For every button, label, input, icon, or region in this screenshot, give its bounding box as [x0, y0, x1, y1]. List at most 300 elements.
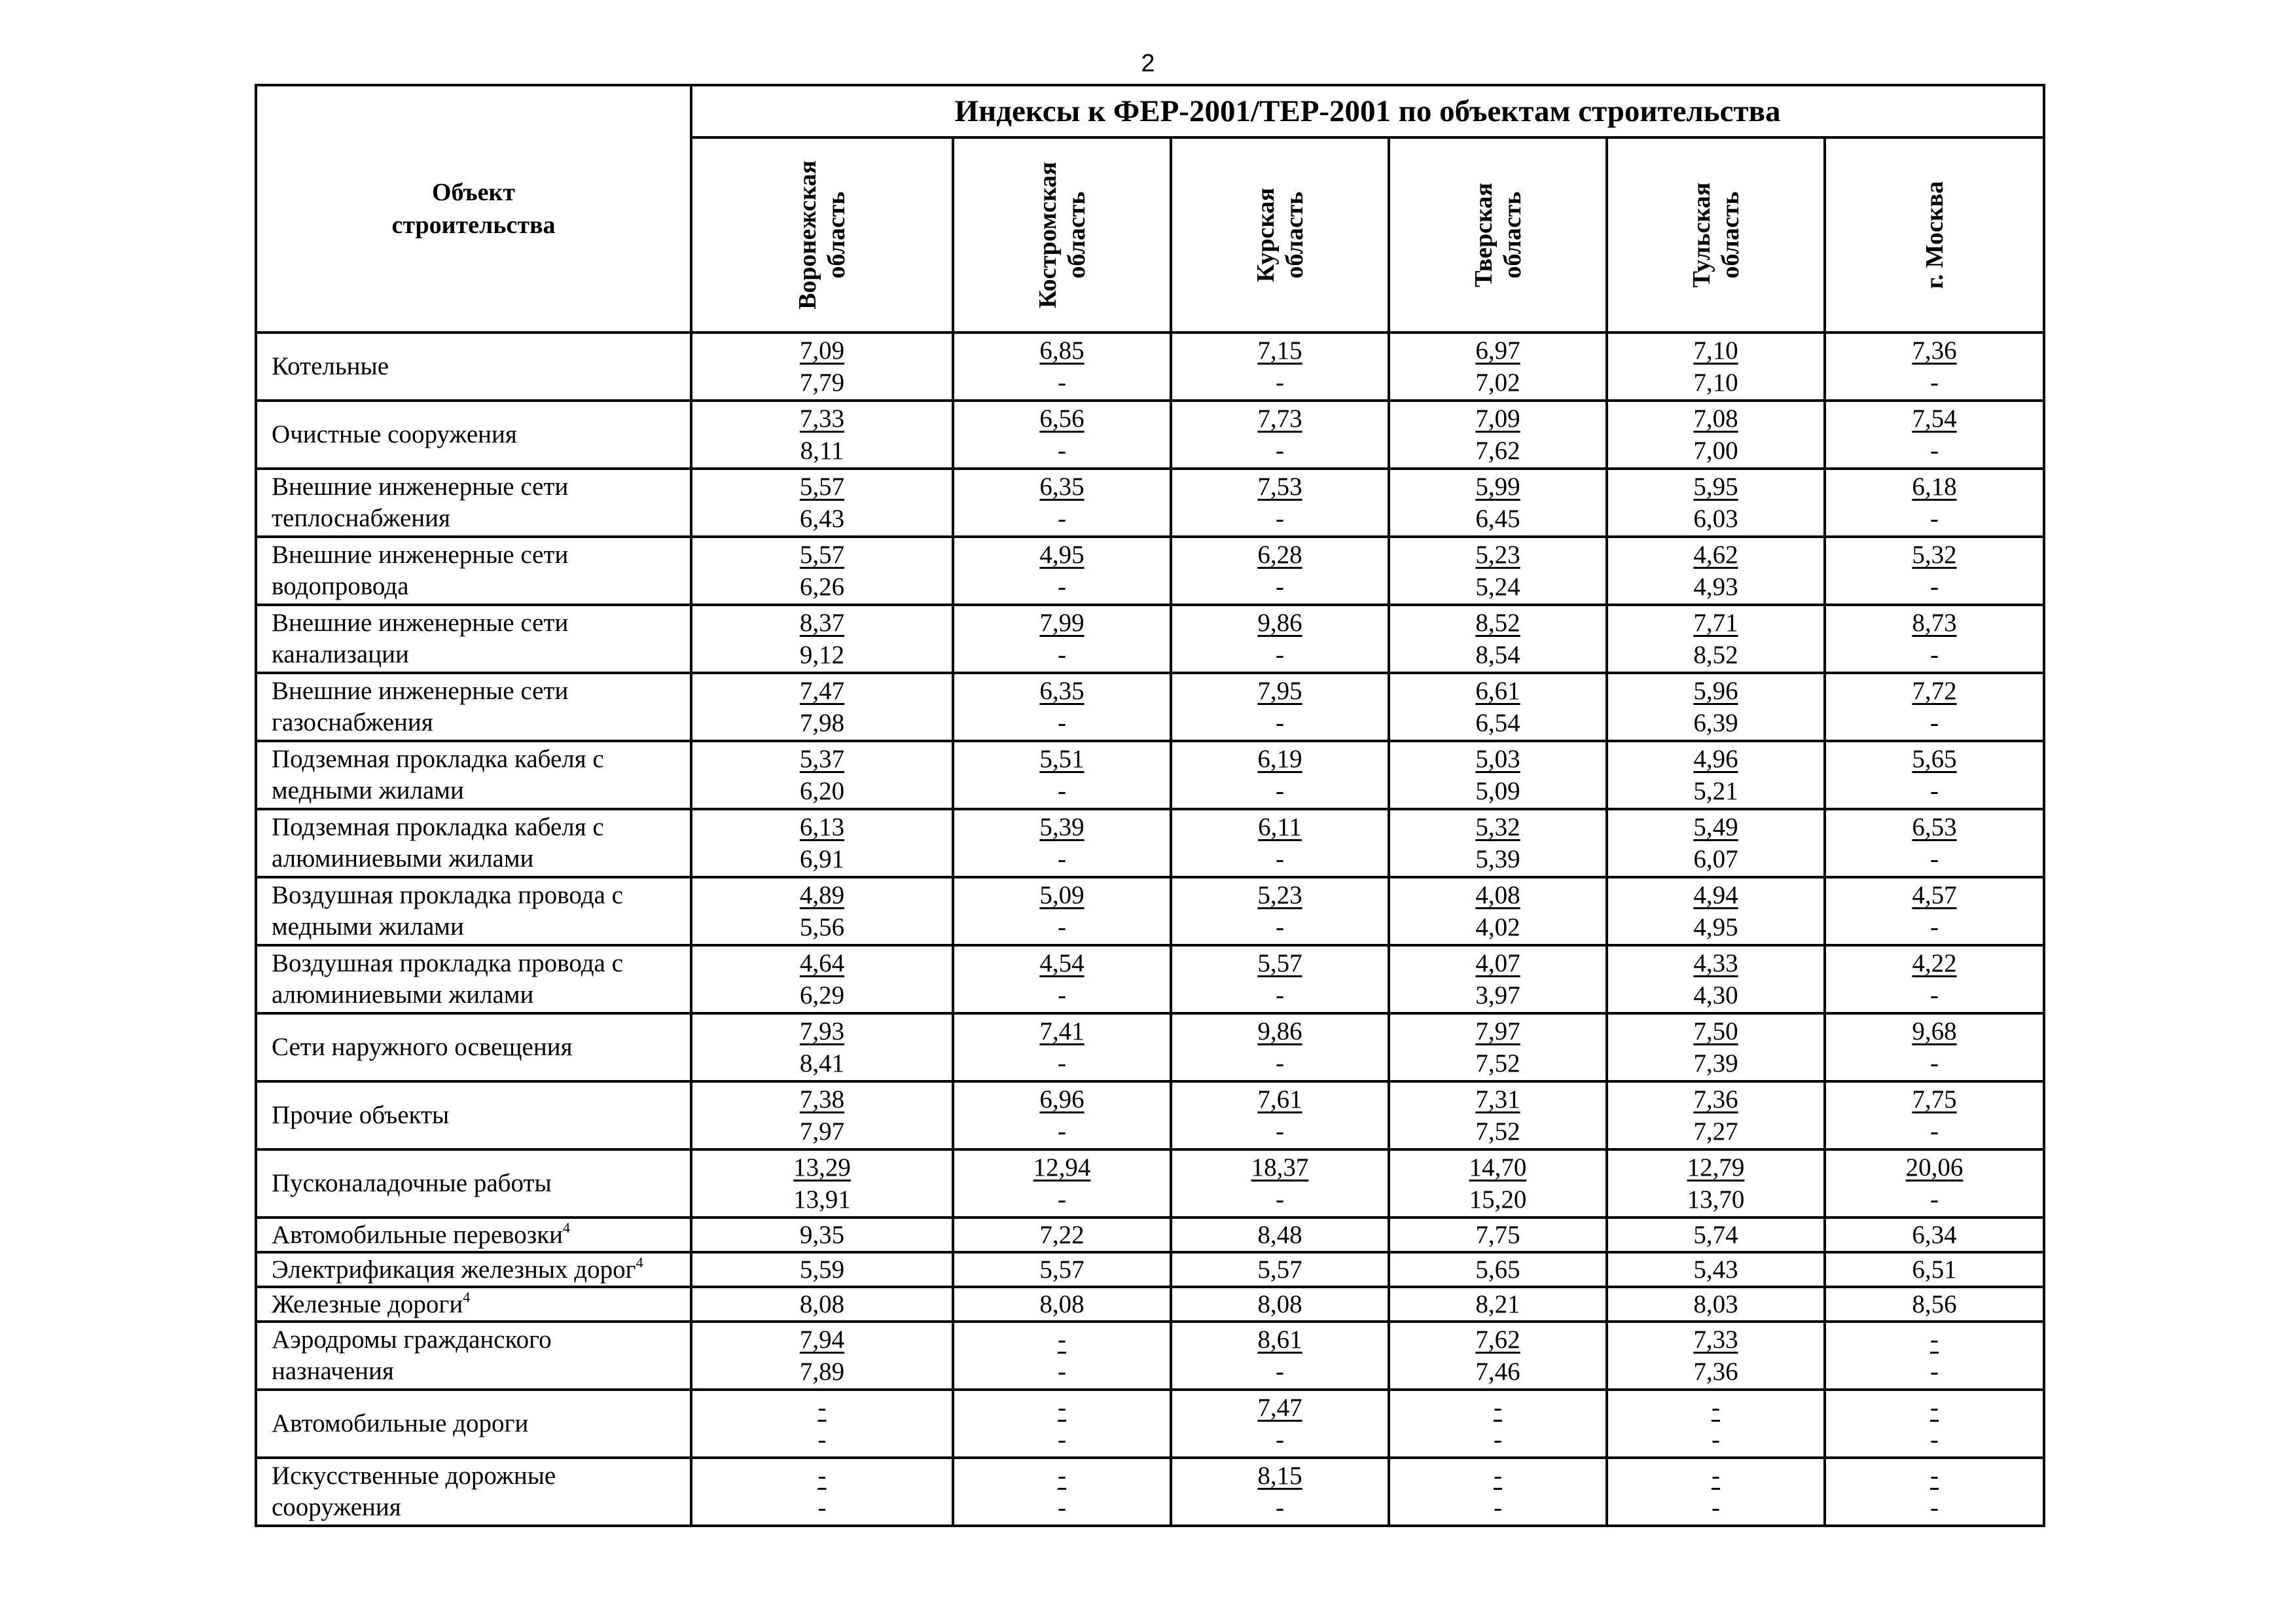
- index-cell: [1825, 1252, 2044, 1287]
- object-name-cell: [256, 401, 691, 469]
- fer-index-value: 6,53: [1912, 813, 1957, 841]
- index-cell: [953, 877, 1171, 945]
- fer-index-value: 7,99: [1039, 609, 1085, 637]
- index-value: 8,48: [1257, 1221, 1302, 1249]
- index-cell: [691, 945, 953, 1013]
- index-cell: [1171, 333, 1389, 401]
- index-cell: [691, 1013, 953, 1081]
- table-row: [256, 1081, 2044, 1149]
- object-name-cell: [256, 333, 691, 401]
- fer-index-value: 7,47: [799, 677, 845, 705]
- ter-index-value: -: [1058, 1494, 1066, 1522]
- index-cell: [1607, 673, 1825, 741]
- ter-index-value: -: [1058, 709, 1066, 737]
- object-name-line: Внешние инженерные сети: [272, 609, 569, 637]
- fer-index-value: 5,65: [1912, 745, 1957, 773]
- object-name-line: Внешние инженерные сети: [272, 541, 569, 569]
- index-cell: [1825, 809, 2044, 877]
- object-name-line: алюминиевыми жилами: [272, 981, 534, 1009]
- index-cell: [1825, 673, 2044, 741]
- ter-index-value: -: [1058, 913, 1066, 941]
- table-row: [256, 673, 2044, 741]
- object-name-cell: [256, 1390, 691, 1458]
- fer-index-value: 7,73: [1257, 405, 1302, 433]
- fer-index-value: 7,93: [799, 1017, 845, 1045]
- fer-index-value: 13,29: [793, 1153, 851, 1182]
- ter-index-value: -: [1276, 1117, 1284, 1146]
- fer-index-value: 7,47: [1257, 1394, 1302, 1422]
- ter-index-value: -: [1712, 1494, 1720, 1522]
- ter-index-value: 6,29: [799, 981, 845, 1009]
- index-cell: [953, 741, 1171, 809]
- region-column-header: [1171, 137, 1389, 333]
- object-column-header: [256, 85, 691, 333]
- ter-index-value: 7,10: [1693, 369, 1738, 397]
- ter-index-value: -: [1058, 1358, 1066, 1386]
- index-value: 5,43: [1693, 1255, 1738, 1284]
- ter-index-value: -: [1276, 641, 1284, 669]
- fer-index-value: 4,95: [1039, 541, 1085, 569]
- object-name-line: Автомобильные дороги: [272, 1409, 529, 1437]
- object-name-cell: [256, 605, 691, 673]
- index-value: 5,57: [1039, 1255, 1085, 1284]
- fer-index-value: 7,38: [799, 1085, 845, 1113]
- index-cell: [1171, 537, 1389, 605]
- fer-index-value: -: [1058, 1462, 1066, 1490]
- ter-index-value: -: [1930, 573, 1939, 601]
- ter-index-value: -: [1930, 641, 1939, 669]
- region-name: Костромская: [1033, 162, 1062, 308]
- index-cell: [691, 1218, 953, 1252]
- fer-index-value: -: [1494, 1462, 1502, 1490]
- footnote-mark: 4: [636, 1254, 643, 1271]
- object-name-line: теплоснабжения: [272, 504, 450, 532]
- fer-index-value: 6,11: [1258, 813, 1302, 841]
- ter-index-value: 7,98: [799, 709, 845, 737]
- index-cell: [1389, 605, 1607, 673]
- table-row: [256, 1287, 2044, 1322]
- fer-index-value: 20,06: [1905, 1153, 1964, 1182]
- index-cell: [1171, 673, 1389, 741]
- fer-index-value: -: [1930, 1394, 1939, 1422]
- index-cell: [953, 401, 1171, 469]
- fer-index-value: 9,86: [1257, 1017, 1302, 1045]
- index-cell: [1607, 1013, 1825, 1081]
- index-cell: [1607, 809, 1825, 877]
- index-cell: [1389, 1458, 1607, 1526]
- object-name-line: Сети наружного освещения: [272, 1033, 573, 1061]
- ter-index-value: -: [1276, 1426, 1284, 1454]
- fer-index-value: 7,36: [1912, 336, 1957, 365]
- ter-index-value: 7,39: [1693, 1049, 1738, 1077]
- object-name-line: Внешние инженерные сети: [272, 677, 569, 705]
- ter-index-value: -: [1058, 1426, 1066, 1454]
- table-row: [256, 1013, 2044, 1081]
- fer-index-value: 6,19: [1257, 745, 1302, 773]
- index-cell: [1389, 1252, 1607, 1287]
- object-name-line: алюминиевыми жилами: [272, 844, 534, 873]
- ter-index-value: -: [1930, 777, 1939, 805]
- index-cell: [1825, 605, 2044, 673]
- object-header-line2: строительства: [391, 211, 556, 239]
- index-cell: [953, 469, 1171, 537]
- index-cell: [1171, 809, 1389, 877]
- fer-index-value: 6,96: [1039, 1085, 1085, 1113]
- index-cell: [691, 1149, 953, 1218]
- ter-index-value: -: [1276, 913, 1284, 941]
- fer-index-value: 7,09: [799, 336, 845, 365]
- index-cell: [953, 1218, 1171, 1252]
- region-column-header: [1607, 137, 1825, 333]
- index-cell: [1389, 1013, 1607, 1081]
- index-cell: [1825, 1218, 2044, 1252]
- ter-index-value: -: [1930, 437, 1939, 465]
- fer-index-value: 8,61: [1257, 1326, 1302, 1354]
- ter-index-value: -: [1276, 981, 1284, 1009]
- index-value: 5,74: [1693, 1221, 1738, 1249]
- object-name-line: Железные дороги: [272, 1290, 463, 1318]
- ter-index-value: -: [1930, 1049, 1939, 1077]
- object-name-line: газоснабжения: [272, 708, 433, 736]
- index-value: 6,51: [1912, 1255, 1957, 1284]
- ter-index-value: -: [1058, 1049, 1066, 1077]
- region-column-header: [691, 137, 953, 333]
- index-cell: [953, 1322, 1171, 1390]
- ter-index-value: 5,24: [1475, 573, 1520, 601]
- object-name-cell: [256, 537, 691, 605]
- fer-index-value: 12,94: [1033, 1153, 1091, 1182]
- fer-index-value: 6,56: [1039, 405, 1085, 433]
- fer-index-value: 6,13: [799, 813, 845, 841]
- table-row: [256, 1458, 2044, 1526]
- ter-index-value: 5,21: [1693, 777, 1738, 805]
- fer-index-value: 5,57: [1257, 949, 1302, 977]
- index-cell: [953, 537, 1171, 605]
- region-name: Тульская: [1687, 182, 1715, 288]
- index-cell: [1171, 605, 1389, 673]
- fer-index-value: 5,09: [1039, 881, 1085, 909]
- fer-index-value: 4,57: [1912, 881, 1957, 909]
- ter-index-value: -: [1930, 913, 1939, 941]
- ter-index-value: -: [1058, 981, 1066, 1009]
- fer-index-value: 4,89: [799, 881, 845, 909]
- object-name-line: Подземная прокладка кабеля с: [272, 745, 604, 773]
- table-row: [256, 333, 2044, 401]
- fer-index-value: 7,61: [1257, 1085, 1302, 1113]
- ter-index-value: -: [1930, 369, 1939, 397]
- object-name-cell: [256, 1252, 691, 1287]
- table-row: [256, 469, 2044, 537]
- ter-index-value: 4,93: [1693, 573, 1738, 601]
- index-cell: [953, 605, 1171, 673]
- fer-index-value: 7,33: [1693, 1326, 1738, 1354]
- fer-index-value: 5,03: [1475, 745, 1520, 773]
- fer-index-value: 7,10: [1693, 336, 1738, 365]
- ter-index-value: -: [1712, 1426, 1720, 1454]
- fer-index-value: 6,18: [1912, 473, 1957, 501]
- index-cell: [1607, 1322, 1825, 1390]
- region-name: Курская: [1251, 187, 1280, 283]
- index-cell: [1825, 401, 2044, 469]
- ter-index-value: 7,52: [1475, 1049, 1520, 1077]
- fer-index-value: 5,96: [1693, 677, 1738, 705]
- index-cell: [953, 1458, 1171, 1526]
- ter-index-value: 4,02: [1475, 913, 1520, 941]
- index-value: 8,56: [1912, 1290, 1957, 1318]
- index-cell: [691, 741, 953, 809]
- object-name-cell: [256, 1218, 691, 1252]
- table-row: [256, 1252, 2044, 1287]
- index-cell: [1389, 537, 1607, 605]
- table-row: [256, 945, 2044, 1013]
- fer-index-value: -: [1058, 1326, 1066, 1354]
- fer-index-value: 8,37: [799, 609, 845, 637]
- page-number: 2: [1141, 50, 1155, 77]
- table-row: [256, 1322, 2044, 1390]
- index-cell: [691, 469, 953, 537]
- index-cell: [691, 333, 953, 401]
- index-cell: [1171, 1287, 1389, 1322]
- object-name-cell: [256, 1013, 691, 1081]
- index-cell: [1171, 1322, 1389, 1390]
- fer-index-value: 5,23: [1257, 881, 1302, 909]
- index-cell: [691, 673, 953, 741]
- region-column-header: [1825, 137, 2044, 333]
- index-cell: [1171, 945, 1389, 1013]
- ter-index-value: 8,11: [800, 437, 844, 465]
- index-cell: [691, 1458, 953, 1526]
- fer-index-value: 6,61: [1475, 677, 1520, 705]
- ter-index-value: 6,07: [1693, 845, 1738, 873]
- fer-index-value: 7,62: [1475, 1326, 1520, 1354]
- index-cell: [1825, 1322, 2044, 1390]
- fer-index-value: 4,96: [1693, 745, 1738, 773]
- object-name-cell: [256, 469, 691, 537]
- index-cell: [1607, 537, 1825, 605]
- index-value: 8,21: [1475, 1290, 1520, 1318]
- index-cell: [1825, 333, 2044, 401]
- index-cell: [1389, 1287, 1607, 1322]
- index-cell: [1825, 1013, 2044, 1081]
- fer-index-value: 5,57: [799, 541, 845, 569]
- ter-index-value: 6,91: [799, 845, 845, 873]
- ter-index-value: 4,95: [1693, 913, 1738, 941]
- fer-index-value: 7,97: [1475, 1017, 1520, 1045]
- index-cell: [691, 1287, 953, 1322]
- object-name-line: канализации: [272, 640, 409, 668]
- index-cell: [1171, 1390, 1389, 1458]
- fer-index-value: 7,53: [1257, 473, 1302, 501]
- fer-index-value: 5,95: [1693, 473, 1738, 501]
- ter-index-value: -: [1930, 1185, 1939, 1214]
- fer-index-value: 7,31: [1475, 1085, 1520, 1113]
- ter-index-value: -: [1276, 1049, 1284, 1077]
- fer-index-value: 18,37: [1251, 1153, 1309, 1182]
- ter-index-value: -: [1930, 505, 1939, 533]
- fer-index-value: 7,15: [1257, 336, 1302, 365]
- index-cell: [1171, 1013, 1389, 1081]
- object-name-line: водопровода: [272, 572, 409, 600]
- ter-index-value: -: [1930, 1358, 1939, 1386]
- ter-index-value: -: [1930, 845, 1939, 873]
- object-name-line: Электрификация железных дорог: [272, 1255, 636, 1284]
- ter-index-value: 15,20: [1469, 1185, 1527, 1214]
- table-row: [256, 741, 2044, 809]
- index-value: 9,35: [799, 1221, 845, 1249]
- index-cell: [1389, 877, 1607, 945]
- index-cell: [953, 1149, 1171, 1218]
- index-cell: [691, 809, 953, 877]
- object-name-line: Очистные сооружения: [272, 420, 517, 448]
- object-name-line: Искусственные дорожные: [272, 1462, 556, 1490]
- ter-index-value: -: [1058, 777, 1066, 805]
- object-name-cell: [256, 673, 691, 741]
- fer-index-value: 6,35: [1039, 677, 1085, 705]
- table-row: [256, 1149, 2044, 1218]
- index-cell: [1389, 809, 1607, 877]
- ter-index-value: 5,39: [1475, 845, 1520, 873]
- index-cell: [953, 945, 1171, 1013]
- index-cell: [1171, 1149, 1389, 1218]
- object-name-line: медными жилами: [272, 912, 464, 941]
- index-cell: [1825, 1149, 2044, 1218]
- ter-index-value: -: [1494, 1494, 1502, 1522]
- fer-index-value: 7,08: [1693, 405, 1738, 433]
- ter-index-value: 7,36: [1693, 1358, 1738, 1386]
- region-name: г. Москва: [1920, 181, 1948, 289]
- object-name-line: Автомобильные перевозки: [272, 1220, 564, 1249]
- fer-index-value: 7,36: [1693, 1085, 1738, 1113]
- index-cell: [1389, 1322, 1607, 1390]
- index-cell: [1171, 401, 1389, 469]
- fer-index-value: 4,62: [1693, 541, 1738, 569]
- object-name-cell: [256, 1458, 691, 1526]
- ter-index-value: -: [1930, 1494, 1939, 1522]
- fer-index-value: 4,94: [1693, 881, 1738, 909]
- index-value: 5,65: [1475, 1255, 1520, 1284]
- object-name-cell: [256, 877, 691, 945]
- ter-index-value: 6,26: [799, 573, 845, 601]
- index-cell: [1607, 1390, 1825, 1458]
- ter-index-value: 3,97: [1475, 981, 1520, 1009]
- fer-index-value: 7,94: [799, 1326, 845, 1354]
- fer-index-value: 7,72: [1912, 677, 1957, 705]
- ter-index-value: -: [1276, 437, 1284, 465]
- index-value: 8,08: [1039, 1290, 1085, 1318]
- index-value: 7,22: [1039, 1221, 1085, 1249]
- index-cell: [691, 877, 953, 945]
- index-cell: [1389, 469, 1607, 537]
- index-cell: [1607, 1218, 1825, 1252]
- object-name-line: Пусконаладочные работы: [272, 1169, 552, 1197]
- index-cell: [691, 1390, 953, 1458]
- fer-index-value: 6,97: [1475, 336, 1520, 365]
- index-cell: [1389, 401, 1607, 469]
- ter-index-value: -: [1930, 981, 1939, 1009]
- index-cell: [691, 1252, 953, 1287]
- index-cell: [1389, 741, 1607, 809]
- fer-index-value: -: [1712, 1462, 1720, 1490]
- index-cell: [1607, 401, 1825, 469]
- ter-index-value: -: [1058, 505, 1066, 533]
- object-name-cell: [256, 945, 691, 1013]
- index-value: 8,08: [1257, 1290, 1302, 1318]
- ter-index-value: 13,70: [1687, 1185, 1745, 1214]
- ter-index-value: -: [1276, 709, 1284, 737]
- index-cell: [1825, 741, 2044, 809]
- ter-index-value: -: [1494, 1426, 1502, 1454]
- table-title: Индексы к ФЕР-2001/ТЕР-2001 по объектам строительства: [691, 85, 2044, 137]
- index-cell: [1171, 741, 1389, 809]
- fer-index-value: -: [1494, 1394, 1502, 1422]
- index-cell: [691, 537, 953, 605]
- ter-index-value: 9,12: [799, 641, 845, 669]
- object-name-line: Воздушная прокладка провода с: [272, 881, 623, 909]
- region-type: область: [1062, 191, 1090, 279]
- ter-index-value: -: [1276, 505, 1284, 533]
- index-cell: [1825, 537, 2044, 605]
- fer-index-value: -: [1712, 1394, 1720, 1422]
- index-cell: [1607, 1252, 1825, 1287]
- ter-index-value: 6,43: [799, 505, 845, 533]
- ter-index-value: -: [1058, 845, 1066, 873]
- ter-index-value: 5,09: [1475, 777, 1520, 805]
- ter-index-value: -: [1930, 1117, 1939, 1146]
- ter-index-value: 7,79: [799, 369, 845, 397]
- table-row: [256, 537, 2044, 605]
- index-cell: [1171, 1458, 1389, 1526]
- index-cell: [1607, 1149, 1825, 1218]
- index-cell: [953, 1081, 1171, 1149]
- index-value: 7,75: [1475, 1221, 1520, 1249]
- ter-index-value: 13,91: [793, 1185, 851, 1214]
- ter-index-value: -: [1930, 1426, 1939, 1454]
- indices-table: [255, 84, 2045, 1527]
- region-column-header: [1389, 137, 1607, 333]
- index-value: 5,57: [1257, 1255, 1302, 1284]
- ter-index-value: -: [1276, 1494, 1284, 1522]
- fer-index-value: -: [817, 1394, 827, 1422]
- fer-index-value: 7,71: [1693, 609, 1738, 637]
- index-cell: [691, 1322, 953, 1390]
- index-cell: [1389, 1218, 1607, 1252]
- object-name-line: Подземная прокладка кабеля с: [272, 813, 604, 841]
- region-type: область: [1280, 191, 1308, 279]
- ter-index-value: -: [1058, 437, 1066, 465]
- ter-index-value: 8,54: [1475, 641, 1520, 669]
- ter-index-value: -: [1276, 777, 1284, 805]
- fer-index-value: 4,33: [1693, 949, 1738, 977]
- object-name-line: медными жилами: [272, 776, 464, 804]
- index-cell: [1171, 877, 1389, 945]
- ter-index-value: -: [1276, 1185, 1284, 1214]
- fer-index-value: 4,08: [1475, 881, 1520, 909]
- fer-index-value: 5,39: [1039, 813, 1085, 841]
- object-name-line: Аэродромы гражданского: [272, 1326, 552, 1354]
- object-name-line: Котельные: [272, 352, 389, 380]
- region-name: Тверская: [1469, 183, 1498, 287]
- index-cell: [1825, 1390, 2044, 1458]
- fer-index-value: 5,32: [1912, 541, 1957, 569]
- fer-index-value: 4,07: [1475, 949, 1520, 977]
- index-cell: [1825, 1287, 2044, 1322]
- index-cell: [1171, 1081, 1389, 1149]
- object-name-cell: [256, 809, 691, 877]
- ter-index-value: -: [1058, 369, 1066, 397]
- fer-index-value: 4,22: [1912, 949, 1957, 977]
- object-name-line: Воздушная прокладка провода с: [272, 949, 623, 977]
- object-name-line: назначения: [272, 1357, 394, 1385]
